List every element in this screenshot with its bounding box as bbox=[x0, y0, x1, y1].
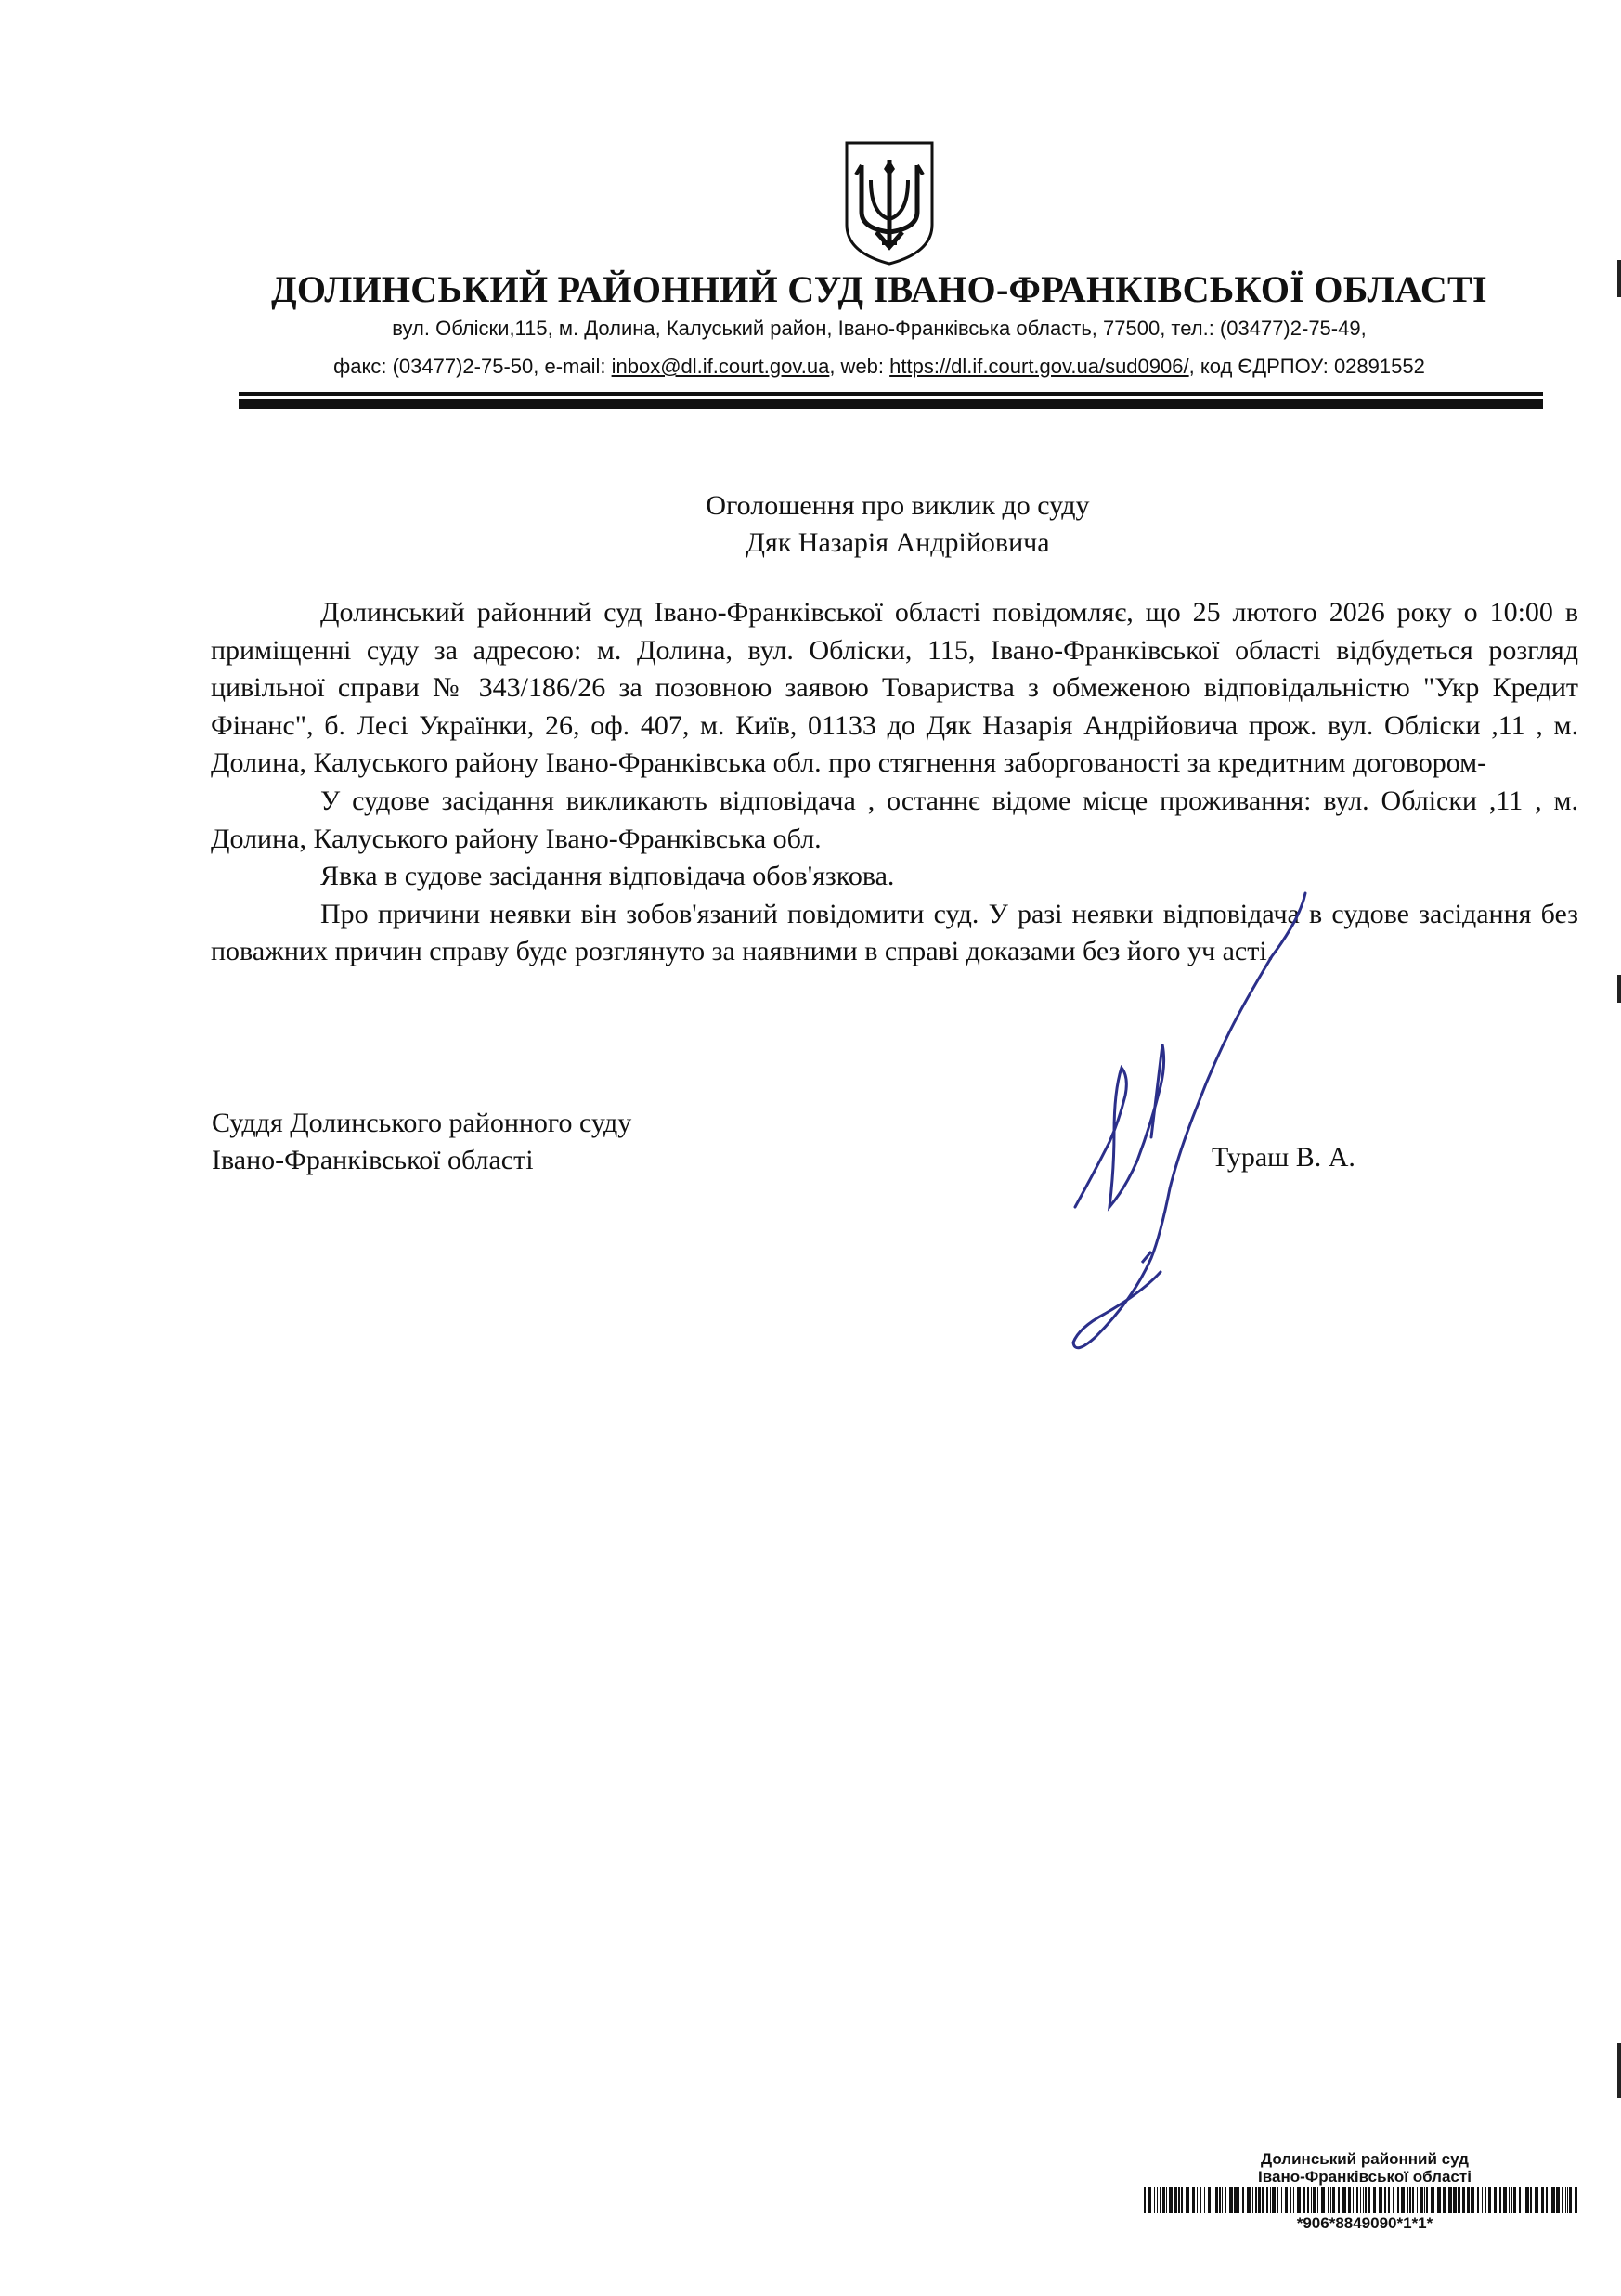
barcode-bar bbox=[1303, 2187, 1305, 2213]
court-contacts-line bbox=[243, 355, 1515, 379]
barcode-bar bbox=[1365, 2187, 1367, 2213]
barcode-bar bbox=[1462, 2187, 1465, 2213]
notice-paragraph: Про причини неявки він зобов'язаний повідомити суд. У разі неявки відповідача в судове засідання без поважних причин справу буде розглянуто за наявними в справі доказами без його уч асті. bbox=[211, 898, 1578, 967]
barcode-bar bbox=[1397, 2187, 1399, 2213]
notice-body bbox=[211, 594, 1578, 971]
barcode-bar bbox=[1317, 2187, 1318, 2213]
barcode-bar bbox=[1297, 2187, 1301, 2213]
barcode-bar bbox=[1178, 2187, 1180, 2213]
barcode-bar bbox=[1242, 2187, 1244, 2213]
edrpou-code: , код ЄДРПОУ: 02891552 bbox=[1188, 355, 1425, 378]
barcode-bar bbox=[1417, 2187, 1418, 2213]
barcode-bar bbox=[1562, 2187, 1563, 2213]
barcode-bar bbox=[1511, 2187, 1512, 2213]
barcode-bar bbox=[1293, 2187, 1294, 2213]
barcode-bar bbox=[1482, 2187, 1483, 2213]
barcode-bar bbox=[1525, 2187, 1529, 2213]
barcode-bar bbox=[1509, 2187, 1510, 2213]
barcode-icon bbox=[1144, 2187, 1588, 2213]
barcode-bar bbox=[1356, 2187, 1358, 2213]
notice-title: Оголошення про виклик до суду bbox=[706, 490, 1090, 521]
barcode-bar bbox=[1328, 2187, 1329, 2213]
notice-paragraph: У судове засідання викликають відповідача , останнє відоме місце проживання: вул. Обліски ,11 , м. Долина, Калуського району Івано-Франківська обл. bbox=[211, 785, 1578, 854]
notice-paragraph: Явка в судове засідання відповідача обов'язкова. bbox=[320, 861, 895, 892]
barcode-bar bbox=[1307, 2187, 1309, 2213]
barcode-bar bbox=[1412, 2187, 1414, 2213]
judge-title-line: Суддя Долинського районного суду bbox=[212, 1108, 632, 1138]
barcode-bar bbox=[1488, 2187, 1491, 2213]
barcode-bar bbox=[1332, 2187, 1335, 2213]
scan-edge-mark bbox=[1617, 975, 1621, 1003]
email-link[interactable]: inbox@dl.if.court.gov.ua bbox=[611, 355, 830, 378]
barcode-bar bbox=[1290, 2187, 1291, 2213]
barcode-bar bbox=[1219, 2187, 1221, 2213]
barcode-bar bbox=[1200, 2187, 1201, 2213]
barcode-bar bbox=[1169, 2187, 1173, 2213]
court-name-heading: ДОЛИНСЬКИЙ РАЙОННИЙ СУД ІВАНО-ФРАНКІВСЬКОЇ ОБЛАСТІ bbox=[271, 268, 1487, 310]
barcode-bar bbox=[1186, 2187, 1189, 2213]
barcode-bar bbox=[1215, 2187, 1218, 2213]
barcode-bar bbox=[1272, 2187, 1276, 2213]
scan-edge-mark bbox=[1617, 2043, 1621, 2098]
barcode-bar bbox=[1363, 2187, 1364, 2213]
barcode-bar bbox=[1467, 2187, 1470, 2213]
barcode-bar bbox=[1157, 2187, 1158, 2213]
barcode-bar bbox=[1154, 2187, 1155, 2213]
barcode-bar bbox=[1499, 2187, 1501, 2213]
barcode-bar bbox=[1148, 2187, 1151, 2213]
barcode-bar bbox=[1225, 2187, 1226, 2213]
barcode-bar bbox=[1541, 2187, 1544, 2213]
barcode-bar bbox=[1513, 2187, 1516, 2213]
barcode-bar bbox=[1569, 2187, 1572, 2213]
barcode-bar bbox=[1281, 2187, 1282, 2213]
scan-edge-mark bbox=[1617, 260, 1621, 297]
barcode-bar bbox=[1247, 2187, 1251, 2213]
barcode-bar bbox=[1565, 2187, 1566, 2213]
barcode-bar bbox=[1144, 2187, 1146, 2213]
barcode-bar bbox=[1162, 2187, 1165, 2213]
barcode-bar bbox=[1338, 2187, 1340, 2213]
header-divider-thick bbox=[239, 399, 1543, 409]
barcode-bar bbox=[1342, 2187, 1346, 2213]
website-link[interactable]: https://dl.if.court.gov.ua/sud0906/ bbox=[889, 355, 1189, 378]
barcode-bar bbox=[1556, 2187, 1560, 2213]
barcode-bar bbox=[1360, 2187, 1361, 2213]
barcode-bar bbox=[1424, 2187, 1425, 2213]
barcode-bar bbox=[1471, 2187, 1472, 2213]
barcode-bar bbox=[1453, 2187, 1457, 2213]
barcode-bar bbox=[1197, 2187, 1198, 2213]
barcode-bar bbox=[1437, 2187, 1441, 2213]
barcode-bar bbox=[1321, 2187, 1325, 2213]
trident-emblem-icon bbox=[843, 139, 936, 267]
judge-title-line: Івано-Франківської області bbox=[212, 1145, 534, 1175]
barcode-bar bbox=[1255, 2187, 1257, 2213]
barcode-bar bbox=[1229, 2187, 1233, 2213]
barcode-bar bbox=[1485, 2187, 1486, 2213]
barcode-bar bbox=[1204, 2187, 1205, 2213]
barcode-bar bbox=[1420, 2187, 1423, 2213]
barcode-bar bbox=[1311, 2187, 1312, 2213]
barcode-bar bbox=[1166, 2187, 1167, 2213]
barcode-bar bbox=[1458, 2187, 1460, 2213]
barcode-bar bbox=[1407, 2187, 1408, 2213]
judge-name: Тураш В. А. bbox=[1212, 1142, 1355, 1173]
barcode-bar bbox=[1277, 2187, 1278, 2213]
header-divider-thin bbox=[239, 392, 1543, 396]
barcode-bar bbox=[1503, 2187, 1507, 2213]
barcode-bar bbox=[1388, 2187, 1390, 2213]
barcode-bar bbox=[1431, 2187, 1434, 2213]
web-label: , web: bbox=[829, 355, 890, 378]
judge-title bbox=[212, 1105, 631, 1179]
handwritten-signature-icon bbox=[1021, 891, 1337, 1356]
barcode-bar bbox=[1160, 2187, 1161, 2213]
barcode-bar bbox=[1368, 2187, 1370, 2213]
fax-text: факс: (03477)2-75-50, e-mail: bbox=[333, 355, 612, 378]
barcode-bar bbox=[1234, 2187, 1238, 2213]
notice-paragraph: Долинський районний суд Івано-Франківської області повідомляє, що 25 лютого 2026 року о 10:00 в приміщенні суду за адресою: м. Долина, вул. Обліски, 115, Івано-Франківської області відбудеться розгляд цивільної справи № 343/186/26 за позовною заявою Товариства з обмеженою відповідальністю "Укр Кредит Фінанс", б. Лесі Українки, 26, оф. 407, м. Київ, 01133 до Дяк Назарія Андрійовича прож. вул. Обліски ,11 , м. Долина, Калуського району Івано-Франківська обл. про стягнення заборгованості за кредитним договором- bbox=[211, 597, 1578, 779]
barcode-bar bbox=[1448, 2187, 1452, 2213]
barcode-bar bbox=[1393, 2187, 1394, 2213]
notice-addressee: Дяк Назарія Андрійовича bbox=[746, 527, 1050, 558]
barcode-bar bbox=[1181, 2187, 1183, 2213]
stamp-line: Івано-Франківської області bbox=[1258, 2168, 1472, 2186]
barcode-bar bbox=[1472, 2187, 1474, 2213]
barcode-bar bbox=[1192, 2187, 1195, 2213]
barcode-bar bbox=[1409, 2187, 1411, 2213]
barcode-bar bbox=[1546, 2187, 1548, 2213]
barcode-bar bbox=[1494, 2187, 1497, 2213]
barcode-bar bbox=[1252, 2187, 1253, 2213]
barcode-bar bbox=[1530, 2187, 1532, 2213]
barcode-bar bbox=[1551, 2187, 1555, 2213]
barcode-bar bbox=[1379, 2187, 1382, 2213]
barcode-bar bbox=[1262, 2187, 1264, 2213]
barcode-bar bbox=[1384, 2187, 1386, 2213]
barcode-bar bbox=[1353, 2187, 1354, 2213]
barcode-bar bbox=[1258, 2187, 1261, 2213]
barcode-bar bbox=[1567, 2187, 1568, 2213]
stamp-line: Долинський районний суд bbox=[1261, 2150, 1469, 2168]
barcode-bar bbox=[1535, 2187, 1538, 2213]
barcode-bar bbox=[1313, 2187, 1316, 2213]
barcode-bar bbox=[1266, 2187, 1268, 2213]
barcode-bar bbox=[1238, 2187, 1239, 2213]
barcode-bar bbox=[1208, 2187, 1211, 2213]
barcode-bar bbox=[1426, 2187, 1428, 2213]
barcode-bar bbox=[1270, 2187, 1271, 2213]
barcode-bar bbox=[1174, 2187, 1177, 2213]
barcode-bar bbox=[1222, 2187, 1223, 2213]
registration-stamp bbox=[1207, 2150, 1523, 2186]
barcode-number: *906*8849090*1*1* bbox=[1296, 2214, 1433, 2232]
barcode-bar bbox=[1285, 2187, 1288, 2213]
barcode-bar bbox=[1443, 2187, 1446, 2213]
barcode-bar bbox=[1477, 2187, 1479, 2213]
barcode-bar bbox=[1330, 2187, 1331, 2213]
barcode-bar bbox=[1401, 2187, 1405, 2213]
barcode-bar bbox=[1348, 2187, 1351, 2213]
barcode-bar bbox=[1373, 2187, 1376, 2213]
barcode-bar bbox=[1575, 2187, 1577, 2213]
barcode-bar bbox=[1519, 2187, 1521, 2213]
court-address-line: вул. Обліски,115, м. Долина, Калуський район, Івано-Франківська область, 77500, тел.: (03477)2-75-49, bbox=[392, 317, 1367, 340]
